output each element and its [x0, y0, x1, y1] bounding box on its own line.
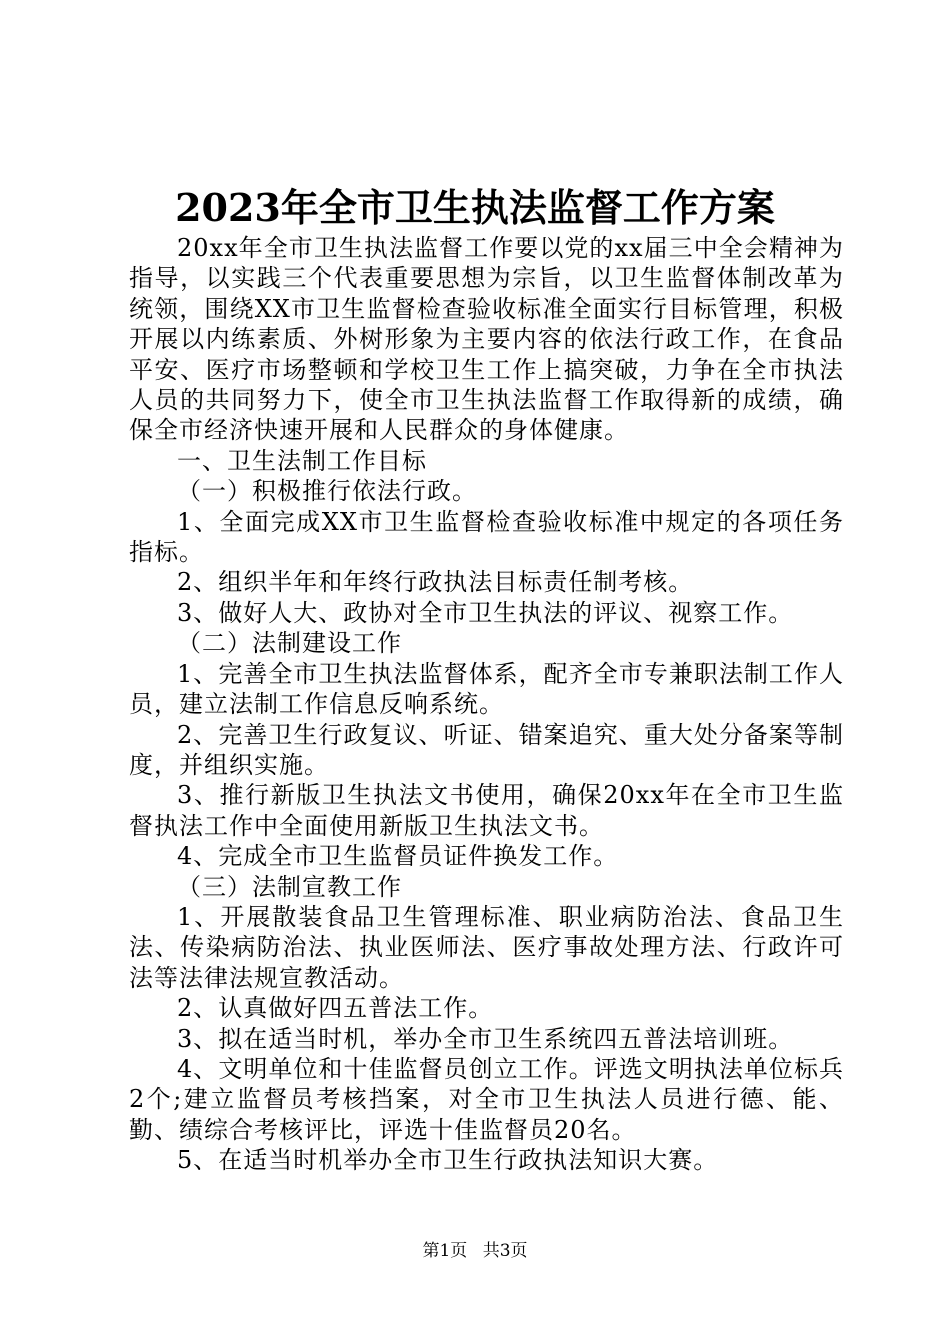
- document-body: [129, 233, 844, 1176]
- list-item: 3、推行新版卫生执法文书使用，确保20xx年在全市卫生监督执法工作中全面使用新版卫生执法文书。: [129, 781, 844, 840]
- list-item: 2、完善卫生行政复议、听证、错案追究、重大处分备案等制度，并组织实施。: [129, 720, 844, 779]
- page-number: 第1页: [422, 1241, 468, 1261]
- page-footer: [0, 1239, 950, 1263]
- paragraph-intro: 20xx年全市卫生执法监督工作要以党的xx届三中全会精神为指导，以实践三个代表重要思想为宗旨，以卫生监督体制改革为统领，围绕XX市卫生监督检查验收标准全面实行目标管理，积极开展以内练素质、外树形象为主要内容的依法行政工作，在食品平安、医疗市场整顿和学校卫生工作上搞突破，力争在全市执法人员的共同努力下，使全市卫生执法监督工作取得新的成绩，确保全市经济快速开展和人民群众的身体健康。: [129, 234, 844, 445]
- list-item: 2、认真做好四五普法工作。: [177, 994, 494, 1023]
- list-item: 3、拟在适当时机，举办全市卫生系统四五普法培训班。: [177, 1024, 794, 1053]
- section-heading-1: 一、卫生法制工作目标: [177, 446, 427, 475]
- list-item: 4、完成全市卫生监督员证件换发工作。: [177, 842, 619, 871]
- list-item: 1、全面完成XX市卫生监督检查验收标准中规定的各项任务指标。: [129, 507, 844, 567]
- list-item: 1、开展散装食品卫生管理标准、职业病防治法、食品卫生法、传染病防治法、执业医师法、医疗事故处理方法、行政许可法等法律法规宣教活动。: [129, 902, 844, 992]
- document-title: 2023年全市卫生执法监督工作方案: [175, 185, 775, 230]
- page-total: 共3页: [482, 1241, 528, 1261]
- list-item: 1、完善全市卫生执法监督体系，配齐全市专兼职法制工作人员，建立法制工作信息反响系统。: [129, 659, 844, 719]
- list-item: 2、组织半年和年终行政执法目标责任制考核。: [177, 568, 694, 597]
- list-item: 4、文明单位和十佳监督员创立工作。评选文明执法单位标兵2个;建立监督员考核挡案，对全市卫生执法人员进行德、能、勤、绩综合考核评比，评选十佳监督员20名。: [129, 1054, 844, 1144]
- list-item: 3、做好人大、政协对全市卫生执法的评议、视察工作。: [177, 598, 794, 627]
- subsection-heading-2: （二）法制建设工作: [177, 629, 402, 658]
- list-item: 5、在适当时机举办全市卫生行政执法知识大赛。: [177, 1146, 719, 1175]
- subsection-heading-3: （三）法制宣教工作: [177, 872, 402, 901]
- subsection-heading-1: （一）积极推行依法行政。: [177, 477, 477, 506]
